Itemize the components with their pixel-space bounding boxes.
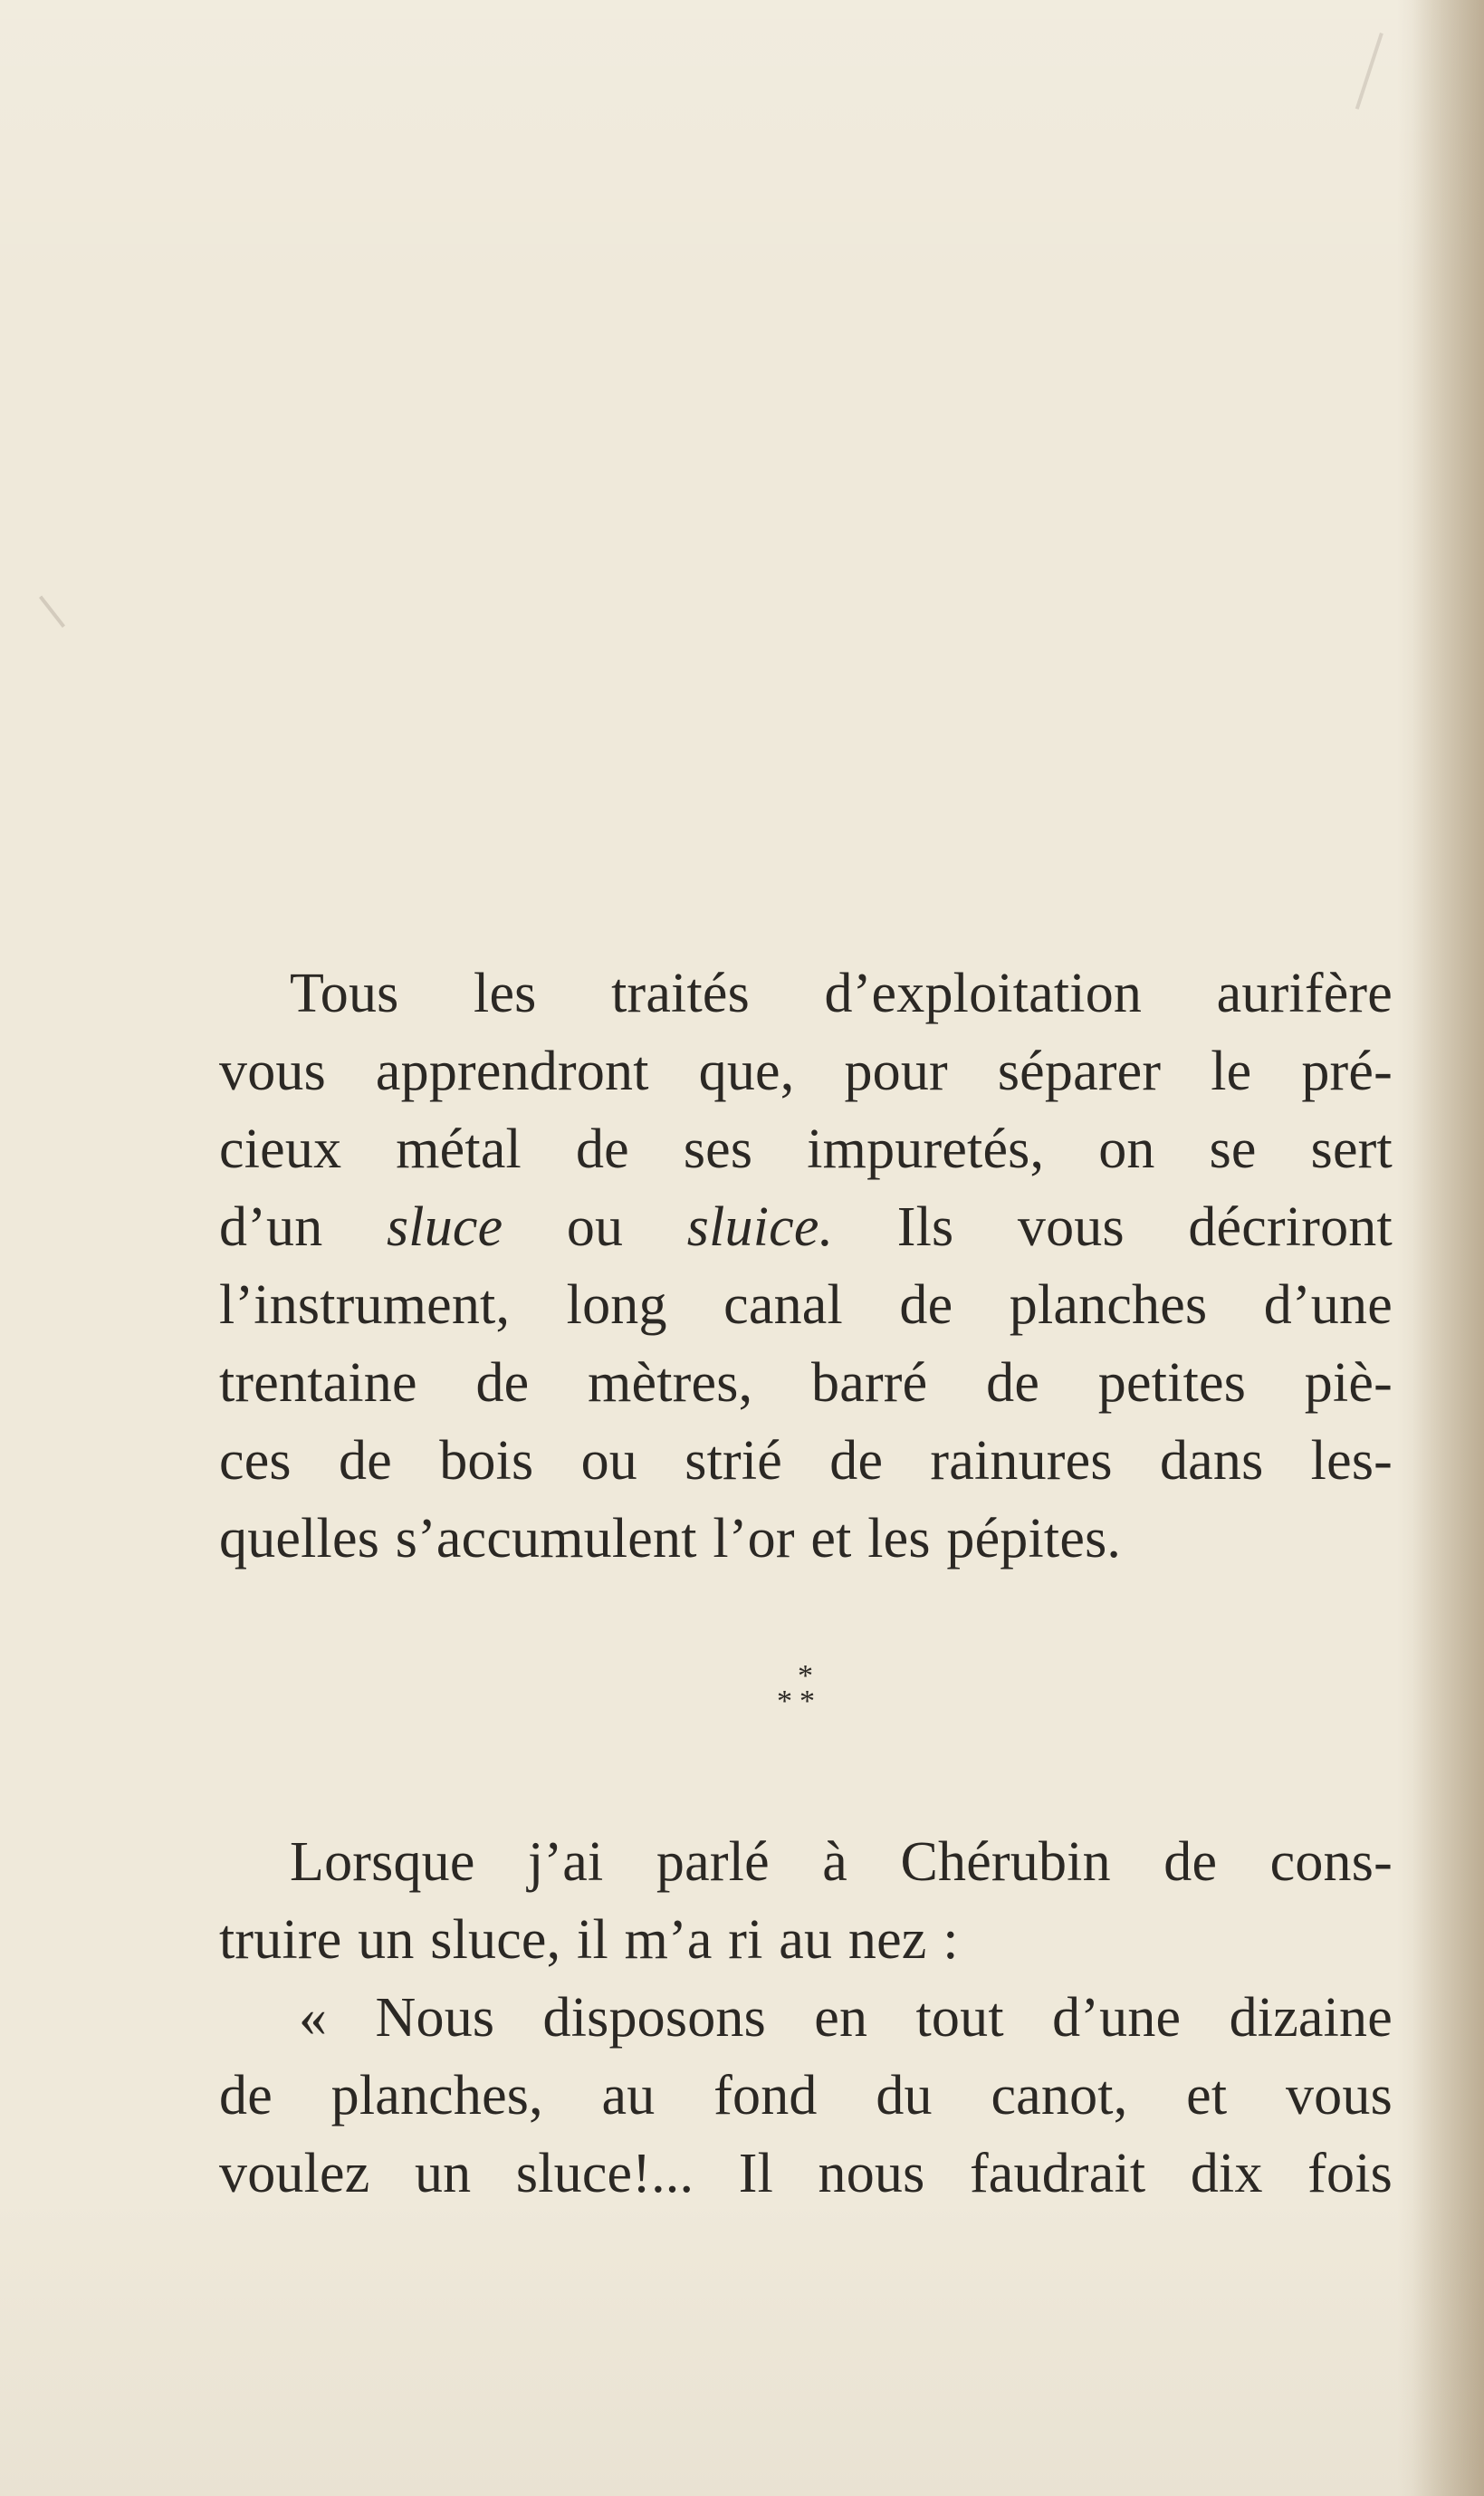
word: d’une: [1052, 1987, 1182, 2049]
word: trentaine: [219, 1352, 417, 1414]
word: pour: [844, 1041, 948, 1102]
paper-mark-top-right: [1355, 33, 1383, 110]
word: piè-: [1304, 1352, 1393, 1414]
word: de: [986, 1352, 1040, 1414]
paragraph-2-line-2: truire un sluce, il m’a ri au nez :: [219, 1909, 959, 1971]
word: fond: [713, 2065, 818, 2126]
word: d’exploitation: [824, 963, 1143, 1024]
page-edge-shadow: [1397, 0, 1484, 2496]
word: sert: [1310, 1118, 1393, 1180]
word: Chérubin: [900, 1831, 1111, 1893]
word: Il: [738, 2143, 773, 2204]
section-separator: [771, 1661, 853, 1717]
word: se: [1209, 1118, 1257, 1180]
word: rainures: [930, 1430, 1113, 1492]
paragraph-3-line-3: [219, 2135, 1393, 2213]
word: parlé: [656, 1831, 770, 1893]
word: l’instrument,: [219, 1274, 511, 1336]
word: traités: [611, 963, 750, 1024]
opening-guillemet: «: [299, 1987, 328, 2049]
word: d’un: [219, 1196, 323, 1258]
italic-word: sluce: [386, 1196, 503, 1258]
word: ou: [566, 1196, 624, 1258]
word: les-: [1310, 1430, 1393, 1492]
word: j’ai: [528, 1831, 604, 1893]
word: petites: [1097, 1352, 1247, 1414]
word: on: [1098, 1118, 1155, 1180]
word: et: [1186, 2065, 1228, 2126]
word: fois: [1307, 2143, 1393, 2204]
word: Ils: [896, 1196, 954, 1258]
word: sluce!...: [515, 2143, 694, 2204]
word: de: [829, 1430, 884, 1492]
word: cieux: [219, 1118, 342, 1180]
separator-bottom-asterisks: **: [777, 1685, 822, 1718]
word: cons-: [1269, 1831, 1393, 1893]
word: apprendront: [375, 1041, 649, 1102]
word: canot,: [991, 2065, 1128, 2126]
paragraph-2-line-1: [219, 1823, 1393, 1901]
paragraph-1-line-1: [219, 955, 1393, 1032]
paper-mark-left: [39, 596, 65, 629]
word: un: [414, 2143, 472, 2204]
word: ces: [219, 1430, 292, 1492]
word: de: [475, 1352, 530, 1414]
word: nous: [818, 2143, 925, 2204]
word: impuretés,: [807, 1118, 1045, 1180]
word: Nous: [375, 1987, 495, 2049]
word: Tous: [290, 963, 399, 1024]
paragraph-1-line-7: [219, 1422, 1393, 1500]
word: ses: [683, 1118, 753, 1180]
word: vous: [1017, 1196, 1125, 1258]
word: faudrait: [969, 2143, 1146, 2204]
word: Lorsque: [290, 1831, 475, 1893]
word: de: [899, 1274, 953, 1336]
separator-top-asterisk: *: [798, 1659, 813, 1693]
word: le: [1211, 1041, 1252, 1102]
word: planches: [1009, 1274, 1208, 1336]
word: de: [575, 1118, 629, 1180]
word: de: [339, 1430, 392, 1492]
word: du: [876, 2065, 933, 2126]
paragraph-3-line-2: [219, 2057, 1393, 2135]
word: au: [601, 2065, 656, 2126]
word: canal: [723, 1274, 843, 1336]
paragraph-1-line-6: [219, 1344, 1393, 1422]
paragraph-3-line-1: [219, 1979, 1393, 2057]
word: ou: [580, 1430, 637, 1492]
word: que,: [698, 1041, 795, 1102]
word: de: [1163, 1831, 1218, 1893]
word: vous: [219, 1041, 326, 1102]
word: décriront: [1188, 1196, 1393, 1258]
paragraph-1-line-3: [219, 1110, 1393, 1188]
word: tout: [915, 1987, 1004, 2049]
word: les: [474, 963, 537, 1024]
paragraph-1-line-2: [219, 1032, 1393, 1110]
word: vous: [1285, 2065, 1393, 2126]
word: disposons: [542, 1987, 766, 2049]
word: voulez: [219, 2143, 370, 2204]
word: de: [219, 2065, 273, 2126]
word: barré: [811, 1352, 928, 1414]
word: bois: [439, 1430, 534, 1492]
word: en: [814, 1987, 868, 2049]
italic-word: sluice.: [686, 1196, 834, 1258]
word: dans: [1159, 1430, 1264, 1492]
word: d’une: [1263, 1274, 1393, 1336]
word: pré-: [1301, 1041, 1393, 1102]
paragraph-1-line-4: [219, 1188, 1393, 1266]
word: strié: [685, 1430, 782, 1492]
paragraph-1-line-5: [219, 1266, 1393, 1344]
word: mètres,: [588, 1352, 753, 1414]
word: dix: [1190, 2143, 1263, 2204]
paragraph-1-line-8: quelles s’accumulent l’or et les pépites.: [219, 1508, 1122, 1570]
word: dizaine: [1229, 1987, 1393, 2049]
word: à: [822, 1831, 847, 1893]
word: long: [566, 1274, 667, 1336]
page-text-block-continued: [219, 1823, 1393, 2213]
word: aurifère: [1216, 963, 1393, 1024]
word: séparer: [997, 1041, 1162, 1102]
page-text-block: [219, 955, 1393, 1578]
word: métal: [396, 1118, 522, 1180]
word: planches,: [330, 2065, 543, 2126]
